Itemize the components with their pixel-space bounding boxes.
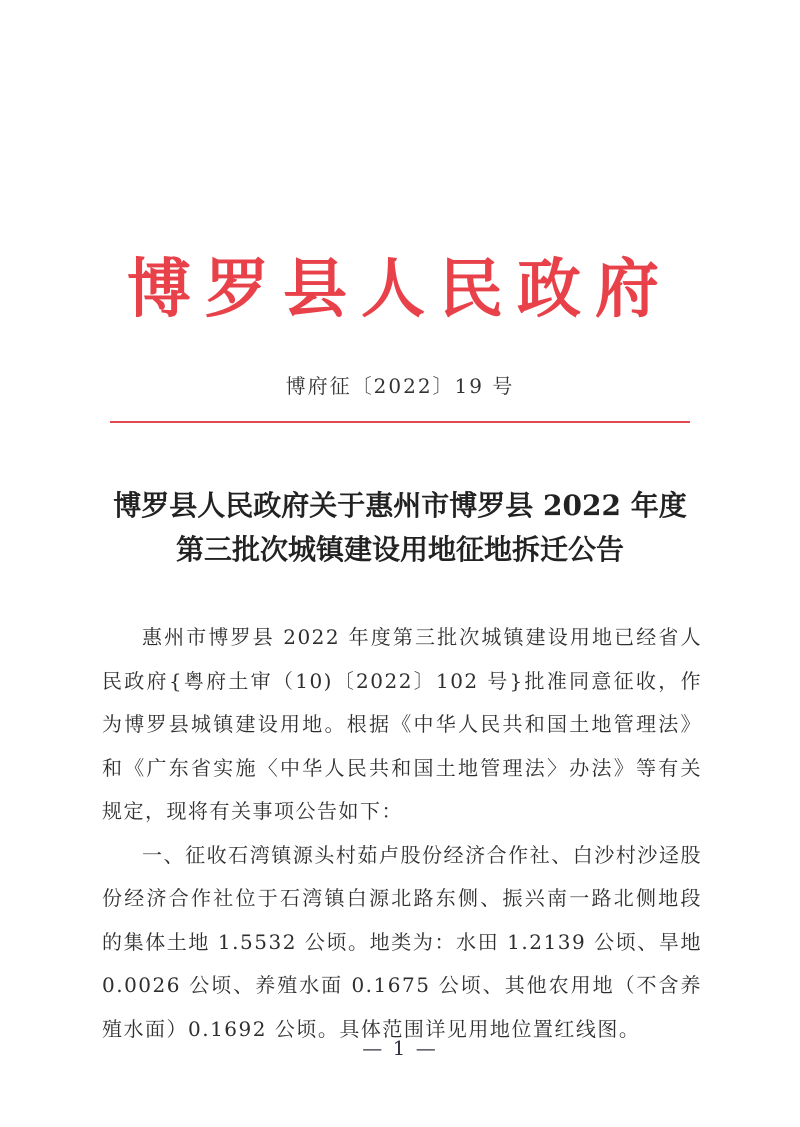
document-number: 博府征〔2022〕19 号 xyxy=(285,374,515,398)
page-number: — 1 — xyxy=(362,1036,438,1060)
document-title xyxy=(60,484,740,572)
red-divider-line xyxy=(110,421,690,423)
body-paragraph-item-1: 一、征收石湾镇源头村茹卢股份经济合作社、白沙村沙迳股份经济合作社位于石湾镇白源北路东侧、振兴南一路北侧地段的集体土地 1.5532 公顷。地类为：水田 1.2139 公顷、旱地 0.0026 公顷、养殖水面 0.1675 公顷、其他农用地（不含养殖水面）0.1692 公顷。具体范围详见用地位置红线图。 xyxy=(102,842,702,1041)
title-line-1: 博罗县人民政府关于惠州市博罗县 2022 年度 xyxy=(113,489,687,522)
title-line-2: 第三批次城镇建设用地征地拆迁公告 xyxy=(175,533,624,566)
document-body xyxy=(102,616,702,1051)
issuer-masthead: 博罗县人民政府 xyxy=(127,252,673,327)
body-paragraph-intro: 惠州市博罗县 2022 年度第三批次城镇建设用地已经省人民政府{粤府土审（10)〔2022〕102 号}批准同意征收，作为博罗县城镇建设用地。根据《中华人民共和国土地管理法》和《广东省实施〈中华人民共和国土地管理法〉办法》等有关规定，现将有关事项公告如下： xyxy=(102,625,702,823)
